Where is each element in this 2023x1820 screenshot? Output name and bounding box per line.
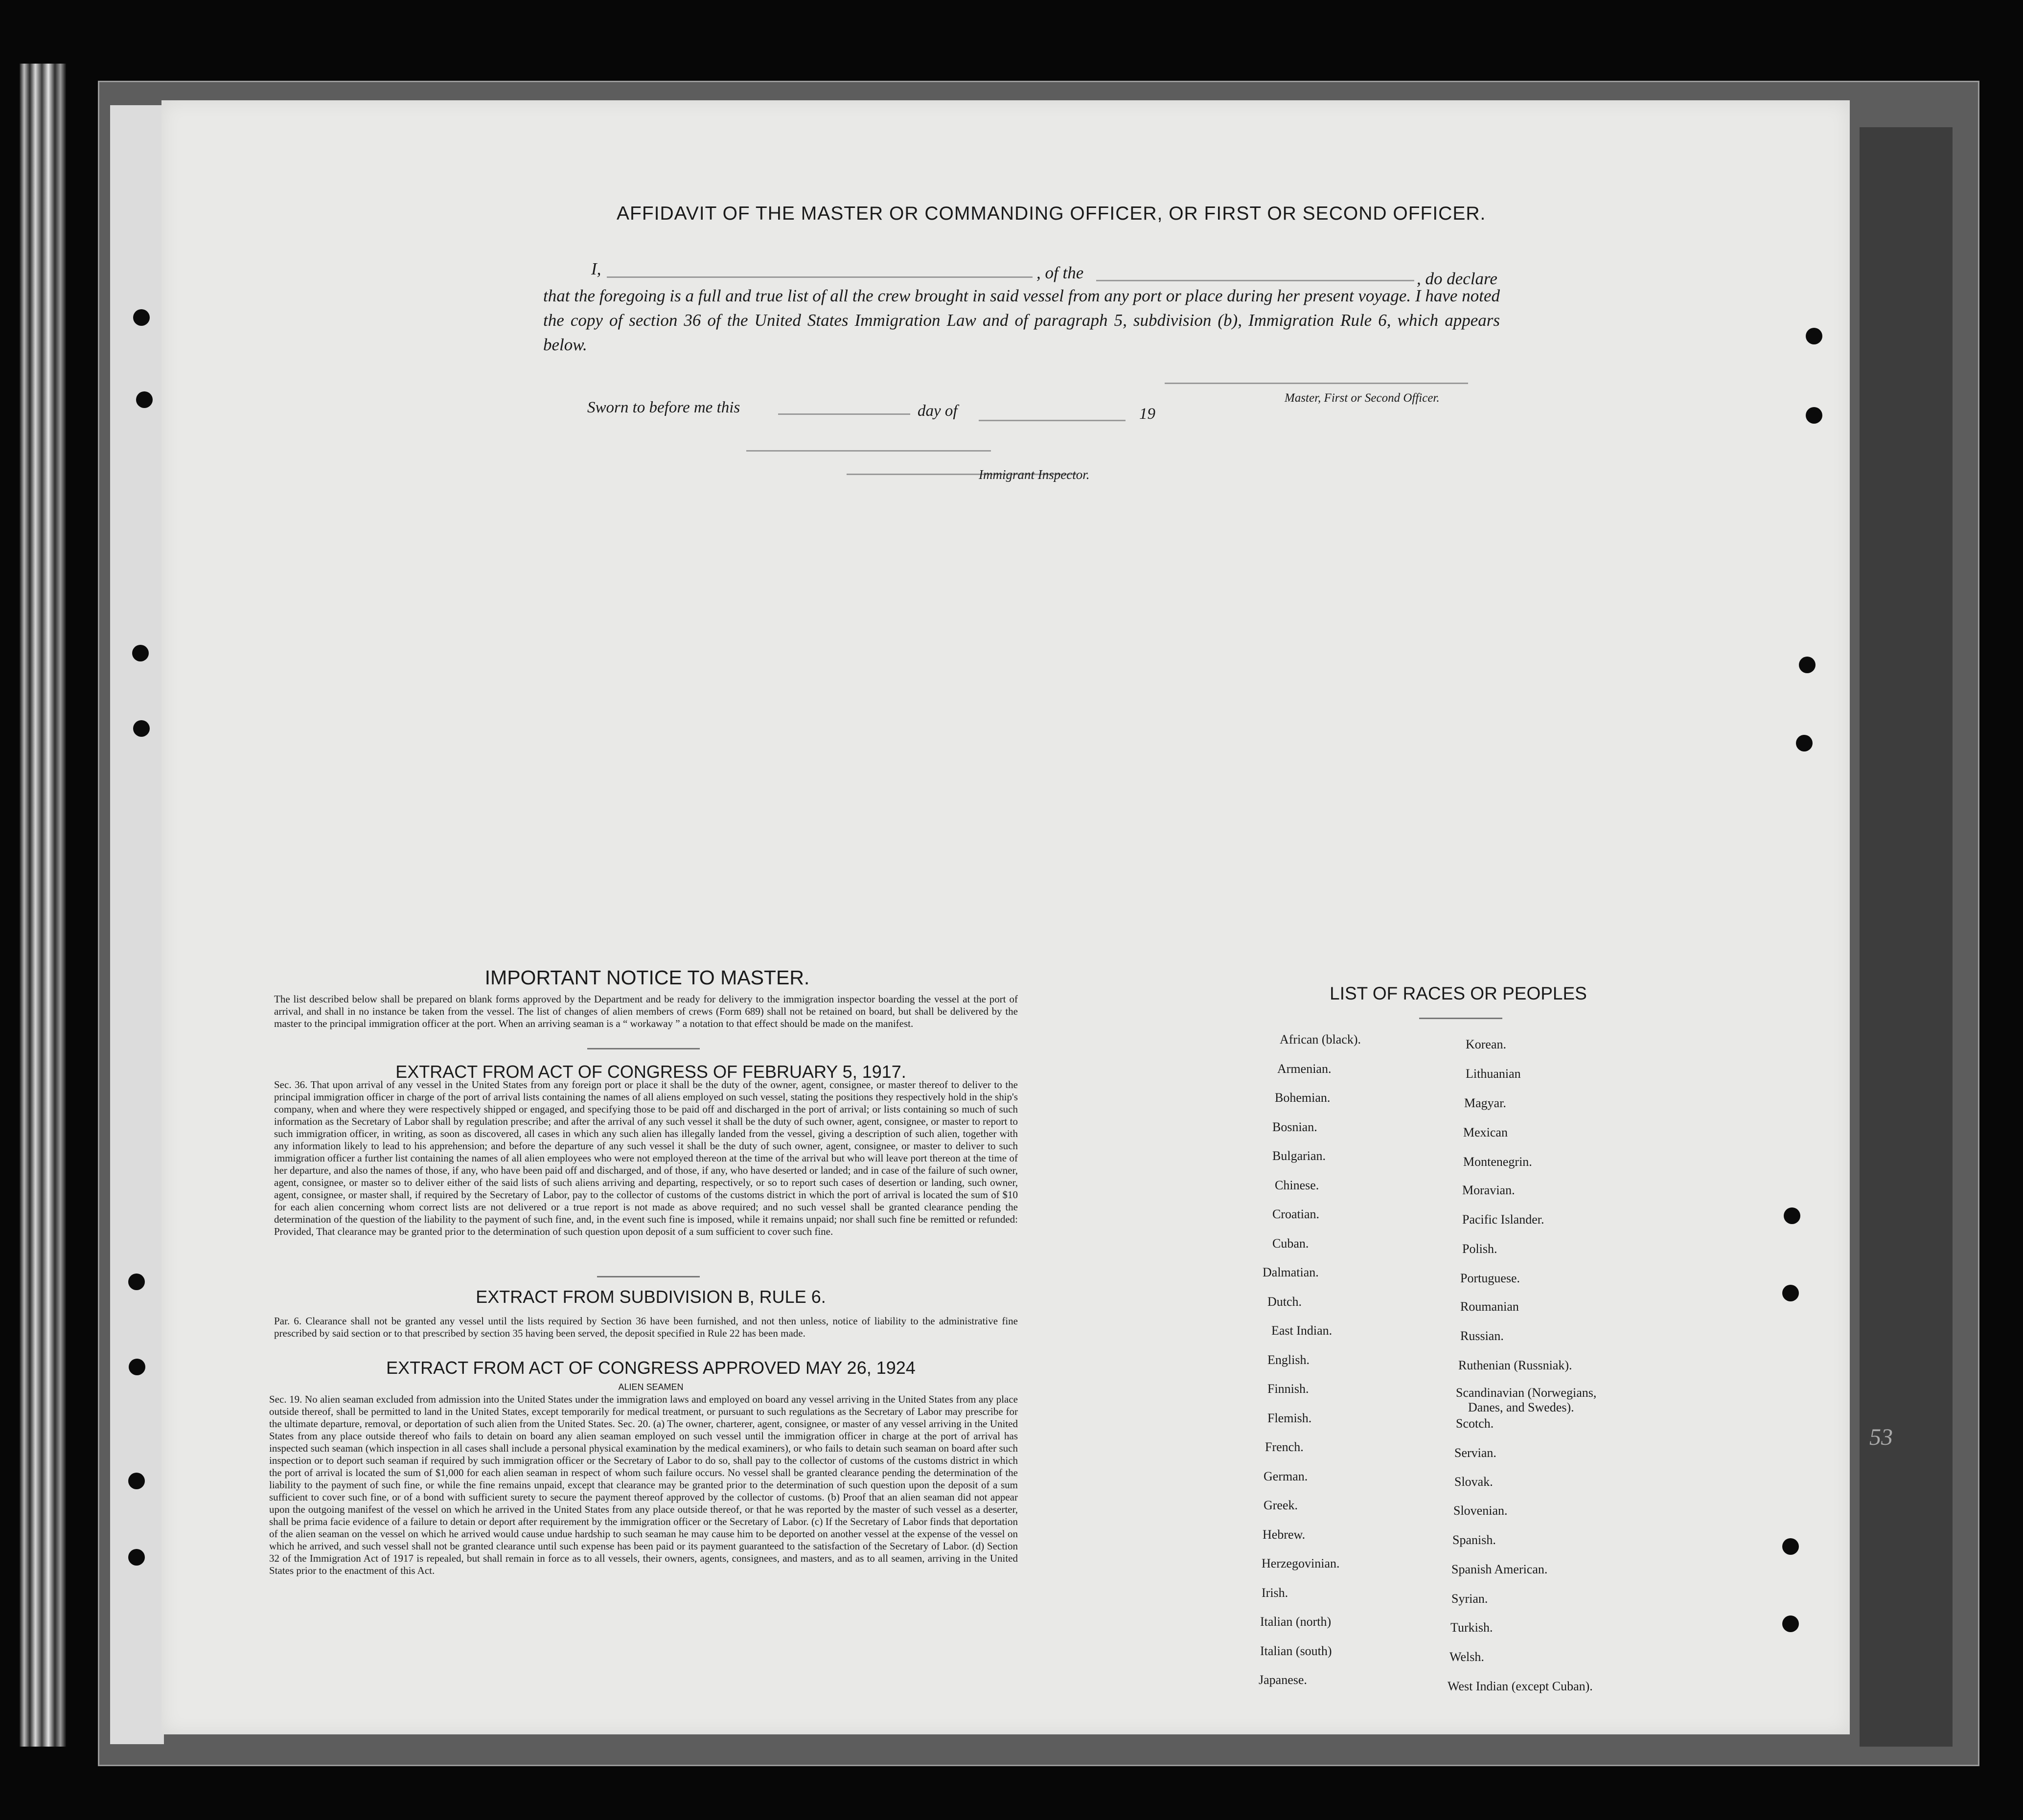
race-item: Servian. xyxy=(1454,1446,1496,1460)
race-item: Mexican xyxy=(1463,1125,1508,1139)
divider xyxy=(1419,1018,1502,1019)
race-item: Bosnian. xyxy=(1272,1119,1317,1134)
extract-rule6-text: Par. 6. Clearance shall not be granted any vessel until the lists required by Section 36 have been furnished, and not then unless, notice of liability to the administrative fine prescribed by said section or to that prescribed by section 35 having been served, the deposit specified in Rule 22 has been made. xyxy=(274,1315,1018,1339)
punch-hole xyxy=(1782,1615,1799,1632)
divider xyxy=(587,1048,700,1049)
year-label: 19 xyxy=(1139,405,1155,423)
punch-hole xyxy=(133,309,150,326)
race-item: Spanish. xyxy=(1452,1533,1496,1547)
affidavit-of-the: , of the xyxy=(1036,263,1084,282)
race-item: Turkish. xyxy=(1450,1620,1493,1635)
race-item: Armenian. xyxy=(1277,1061,1332,1076)
affidavit-do-declare: , do declare xyxy=(1417,269,1497,288)
extract-1917-title: EXTRACT FROM ACT OF CONGRESS OF FEBRUARY 5, 1917. xyxy=(395,1062,906,1082)
page-edge-right xyxy=(1860,127,1953,1747)
race-item: Russian. xyxy=(1460,1329,1504,1343)
master-signature-line[interactable] xyxy=(1165,383,1468,384)
inspector-label: Immigrant Inspector. xyxy=(979,467,1090,482)
day-of-label: day of xyxy=(918,402,958,420)
race-item: Ruthenian (Russniak). xyxy=(1458,1358,1572,1372)
sworn-label: Sworn to before me this xyxy=(587,399,740,416)
race-item: Cuban. xyxy=(1272,1236,1309,1251)
notice-text: The list described below shall be prepared on blank forms approved by the Department and be ready for delivery to the immigration inspector boarding the vessel at the port of arrival, and shall in no instance be taken from the vessel. The list of changes of alien members of crews (Form 689) shall not be retained on board, but shall be delivered by the master to the principal immigration officer at the port. When an arriving seaman is a “ workaway ” a notation to that effect should be made on the manifest. xyxy=(274,993,1018,1029)
punch-hole xyxy=(136,391,153,408)
punch-hole xyxy=(129,1359,145,1375)
race-item: Italian (south) xyxy=(1260,1643,1332,1658)
divider xyxy=(597,1276,700,1277)
race-item: Scandinavian (Norwegians, xyxy=(1456,1386,1597,1400)
race-item: Croatian. xyxy=(1272,1207,1320,1221)
punch-hole xyxy=(1782,1285,1799,1301)
punch-hole xyxy=(128,1473,145,1489)
race-item: Bulgarian. xyxy=(1272,1149,1326,1163)
race-item: Magyar. xyxy=(1464,1096,1506,1110)
punch-hole xyxy=(128,1274,145,1290)
punch-hole xyxy=(128,1549,145,1566)
punch-hole xyxy=(132,645,149,661)
punch-hole xyxy=(133,720,150,737)
name-line[interactable] xyxy=(607,276,1033,278)
race-item: French. xyxy=(1265,1440,1304,1454)
race-item: Japanese. xyxy=(1259,1673,1307,1687)
races-title: LIST OF RACES OR PEOPLES xyxy=(1330,983,1587,1003)
race-item: Bohemian. xyxy=(1275,1091,1331,1105)
race-item: African (black). xyxy=(1280,1032,1361,1046)
race-item: English. xyxy=(1267,1352,1310,1367)
race-item: Lithuanian xyxy=(1466,1067,1521,1081)
extract-rule6-title: EXTRACT FROM SUBDIVISION B, RULE 6. xyxy=(476,1287,826,1307)
punch-hole xyxy=(1806,407,1822,424)
race-item: Portuguese. xyxy=(1460,1271,1520,1285)
race-item: Moravian. xyxy=(1462,1183,1515,1197)
margin-note: 53 xyxy=(1869,1424,1893,1450)
race-item: Chinese. xyxy=(1275,1178,1319,1192)
sworn-month-line[interactable] xyxy=(979,420,1126,421)
race-item: East Indian. xyxy=(1271,1323,1333,1338)
sworn-day-line[interactable] xyxy=(778,413,910,415)
extract-1917-text: Sec. 36. That upon arrival of any vessel in the United States from any foreign port or place it shall be the duty of the owner, agent, consignee, or master thereof to deliver to the principal immigration officer in charge of the port of arrival lists containing the names of all aliens employed on such vessel, stating the positions they respectively hold in the ship's company, when and where they were respectively shipped or engaged, and specifying those to be paid off and discharged in the port of arrival; or lists containing so much of such information as the Secretary of Labor shall by regulation prescribe; and after the arrival of any such vessel it shall be the duty of such owner, agent, consignee, or master to report to such immigration officer, in writing, as soon as discovered, all cases in which any such alien has illegally landed from the vessel, giving a description of such alien, together with any information likely to lead to his apprehension; and before the departure of any such vessel it shall be the duty of such owner, agent, consignee, or master to deliver to such immigration officer a further list containing the names of all alien employees who were not employed thereon at the time of the arrival but who will leave port thereon at the time of her departure, and also the names of those, if any, who have been paid off and discharged, and of those, if any, who have deserted or landed; and in case of the failure of such owner, agent, consignee, or master so to deliver either of the said lists of such aliens arriving and departing, respectively, or so to report such cases of desertion or landing, such owner, agent, consignee, or master shall, if required by the Secretary of Labor, pay to the collector of customs of the customs district in which the port of arrival is located the sum of $10 for each alien concerning whom correct lists are not delivered or a true report is not made as above required; and no such vessel shall be granted clearance pending the determination of the question of the liability to the payment of such fine, and, in the event such fine is imposed, while it remains unpaid; nor shall such fine be remitted or refunded: Provided, That clearance may be granted prior to the determination of such question upon deposit of a sum sufficient to cover such fine. xyxy=(274,1079,1018,1237)
race-item: Spanish American. xyxy=(1451,1562,1548,1576)
race-item: Flemish. xyxy=(1267,1410,1312,1425)
extract-1924-title: EXTRACT FROM ACT OF CONGRESS APPROVED MAY 26, 1924 xyxy=(386,1358,916,1378)
race-item: Montenegrin. xyxy=(1463,1155,1532,1169)
race-item: Slovenian. xyxy=(1453,1503,1508,1518)
race-item: Syrian. xyxy=(1451,1592,1488,1606)
race-item: Greek. xyxy=(1264,1498,1298,1512)
extract-1924-text: Sec. 19. No alien seaman excluded from admission into the United States under the immigration laws and employed on board any vessel arriving in the United States from any place outside thereof, shall be permitted to land in the United States, except temporarily for medical treatment, or pursuant to such regulations as the Secretary of Labor may prescribe for the ultimate departure, removal, or deportation of such alien from the United States. Sec. 20. (a) The owner, charterer, agent, consignee, or master of any vessel arriving in the United States from any place outside thereof who fails to detain on board any alien seaman employed on such vessel until the immigration officer in charge at the port of arrival has inspected such seaman (which inspection in all cases shall include a personal physical examination by the medical examiners), or who fails to detain such seaman on board after such inspection or to deport such seaman if required by such immigration officer or the Secretary of Labor to do so, shall pay to the collector of customs of the customs district in which the port of arrival is located the sum of $1,000 for each alien seaman in respect of whom such failure occurs. No vessel shall be granted clearance pending the determination of the liability to the payment of such fine, or while the fine remains unpaid, except that clearance may be granted prior to the determination of such question upon the deposit of a sum sufficient to cover such fine, or of a bond with sufficient surety to secure the payment thereof approved by the collector of customs. (b) Proof that an alien seaman did not appear upon the outgoing manifest of the vessel on which he arrived in the United States from any place outside thereof, or that he was reported by the master of such vessel as a deserter, shall be prima facie evidence of a failure to detain or deport after requirement by the immigration officer or the Secretary of Labor. (c) If the Secretary of Labor finds that deportation of the alien seaman on the vessel on which he arrived would cause undue hardship to such seaman he may cause him to be deported on another vessel at the expense of the vessel on which he arrived, and such vessel shall not be granted clearance until such expense has been paid or its payment guaranteed to the satisfaction of the Secretary of Labor. (d) Section 32 of the Immigration Act of 1917 is repealed, but shall remain in force as to all vessels, their owners, agents, consignees, and masters, and as to all seamen, arriving in the United States prior to the enactment of this Act. xyxy=(269,1393,1018,1576)
race-item: Danes, and Swedes). xyxy=(1468,1400,1574,1414)
master-signature-label: Master, First or Second Officer. xyxy=(1285,391,1440,405)
affidavit-title: AFFIDAVIT OF THE MASTER OR COMMANDING OFFICER, OR FIRST OR SECOND OFFICER. xyxy=(617,203,1486,224)
race-item: Hebrew. xyxy=(1263,1527,1306,1542)
page-edge-left xyxy=(110,105,164,1744)
race-item: Slovak. xyxy=(1454,1475,1493,1489)
race-item: Italian (north) xyxy=(1260,1615,1332,1629)
punch-hole xyxy=(1784,1207,1800,1224)
vessel-line[interactable] xyxy=(1096,280,1414,281)
race-item: Herzegovinian. xyxy=(1262,1556,1340,1570)
binder-spine xyxy=(20,64,66,1747)
race-item: German. xyxy=(1264,1469,1308,1483)
punch-hole xyxy=(1782,1538,1799,1555)
race-item: Finnish. xyxy=(1267,1382,1309,1396)
affidavit-i-label: I, xyxy=(591,259,601,278)
affidavit-body: that the foregoing is a full and true list of all the crew brought in said vessel from any port or place during her present voyage. I have noted the copy of section 36 of the United States Immigration Law and of paragraph 5, subdivision (b), Immigration Rule 6, which appears below. xyxy=(543,286,1500,354)
extract-1924-subtitle: ALIEN SEAMEN xyxy=(618,1382,684,1392)
notice-title: IMPORTANT NOTICE TO MASTER. xyxy=(484,966,810,989)
race-item: Dalmatian. xyxy=(1263,1265,1319,1279)
race-item: Korean. xyxy=(1466,1037,1507,1051)
race-item: Roumanian xyxy=(1460,1299,1519,1314)
punch-hole xyxy=(1806,328,1822,344)
race-item: Welsh. xyxy=(1449,1650,1484,1664)
race-item: Scotch. xyxy=(1456,1416,1494,1431)
race-item: Pacific Islander. xyxy=(1462,1212,1544,1227)
race-item: Dutch. xyxy=(1267,1294,1302,1309)
race-item: Polish. xyxy=(1462,1242,1497,1256)
punch-hole xyxy=(1799,657,1816,673)
race-item: Irish. xyxy=(1262,1585,1288,1600)
inspector-line-1[interactable] xyxy=(746,450,991,452)
race-item: West Indian (except Cuban). xyxy=(1448,1679,1593,1693)
punch-hole xyxy=(1796,735,1813,751)
